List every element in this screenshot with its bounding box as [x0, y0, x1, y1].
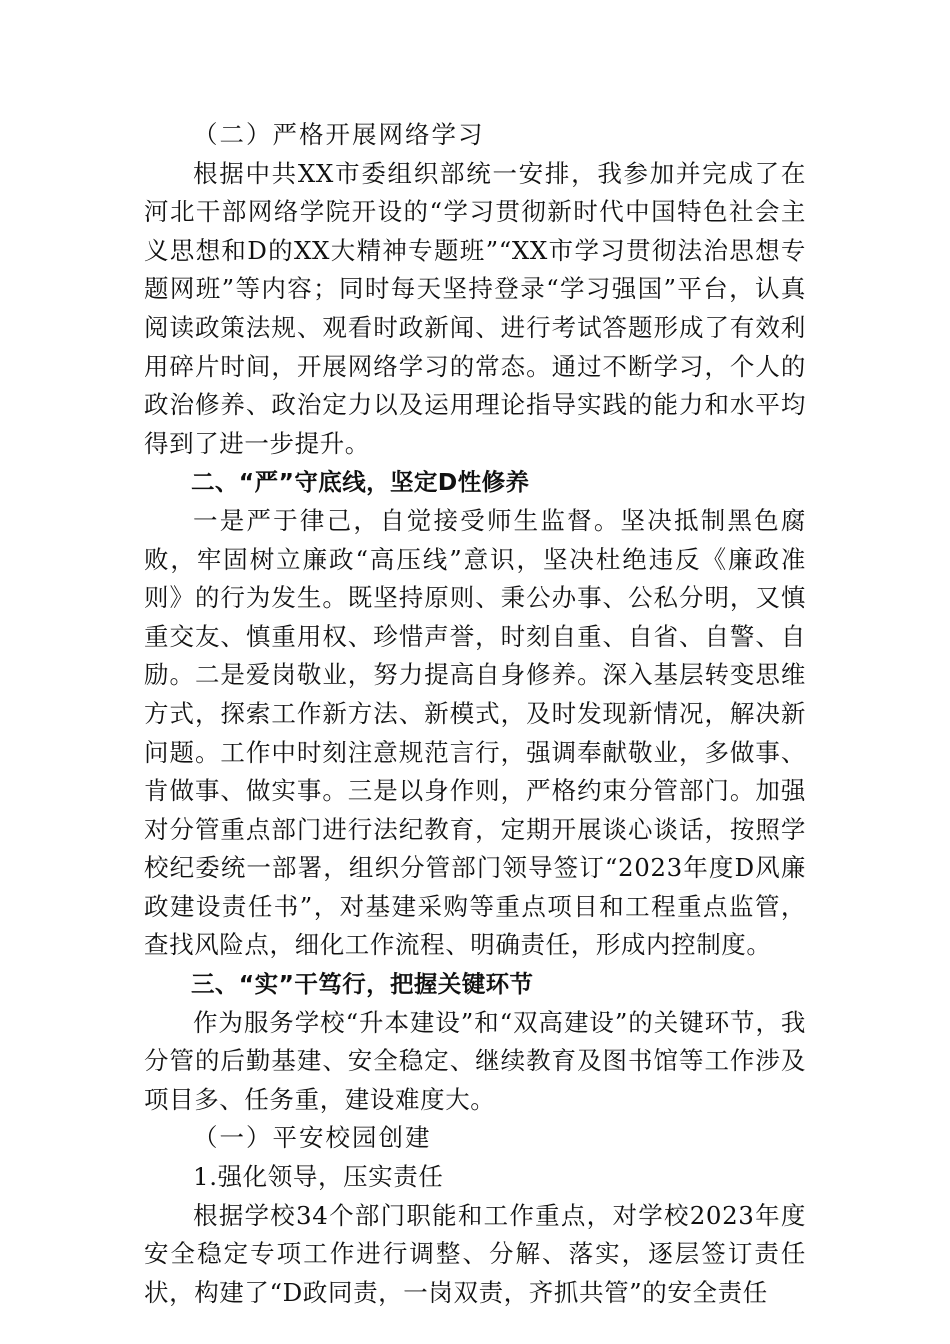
heading-section-two: 二、“严”守底线，坚定D性修养: [191, 468, 530, 497]
heading-section-three: 三、“实”干笃行，把握关键环节: [191, 970, 534, 999]
subheading-online-study: （二）严格开展网络学习: [193, 120, 485, 149]
paragraph-online-study: 根据中共XX市委组织部统一安排，我参加并完成了在河北干部网络学院开设的“学习贯彻新时代中国特色社会主义思想和D的XX大精神专题班”“XX市学习贯彻法治思想专题网班”等内容；同时每天坚持登录“学习强国”平台，认真阅读政策法规、观看时政新闻、进行考试答题形成了有效利用碎片时间，开展网络学习的常态。通过不断学习，个人的政治修养、政治定力以及运用理论指导实践的能力和水平均得到了进一步提升。: [144, 158, 806, 458]
paragraph-self-discipline: 一是严于律己，自觉接受师生监督。坚决抵制黑色腐败，牢固树立廉政“高压线”意识，坚决杜绝违反《廉政准则》的行为发生。既坚持原则、秉公办事、公私分明，又慎重交友、慎重用权、珍惜声誉，时刻自重、自省、自警、自励。二是爱岗敬业，努力提高自身修养。深入基层转变思维方式，探索工作新方法、新模式，及时发现新情况，解决新问题。工作中时刻注意规范言行，强调奉献敬业，多做事、肯做事、做实事。三是以身作则，严格约束分管部门。加强对分管重点部门进行法纪教育，定期开展谈心谈话，按照学校纪委统一部署，组织分管部门领导签订“2023年度D风廉政建设责任书”，对基建采购等重点项目和工程重点监管，查找风险点，细化工作流程、明确责任，形成内控制度。: [144, 505, 806, 960]
subheading-safe-campus: （一）平安校园创建: [193, 1123, 432, 1153]
paragraph-key-links: 作为服务学校“升本建设”和“双高建设”的关键环节，我分管的后勤基建、安全稳定、继续教育及图书馆等工作涉及项目多、任务重，建设难度大。: [144, 1007, 806, 1114]
subheading-strengthen-leadership: 1.强化领导，压实责任: [193, 1162, 444, 1192]
paragraph-responsibility: 根据学校34个部门职能和工作重点，对学校2023年度安全稳定专项工作进行调整、分解、落实，逐层签订责任状，构建了“D政同责，一岗双责，齐抓共管”的安全责任: [144, 1200, 806, 1307]
document-body: [144, 116, 806, 1312]
